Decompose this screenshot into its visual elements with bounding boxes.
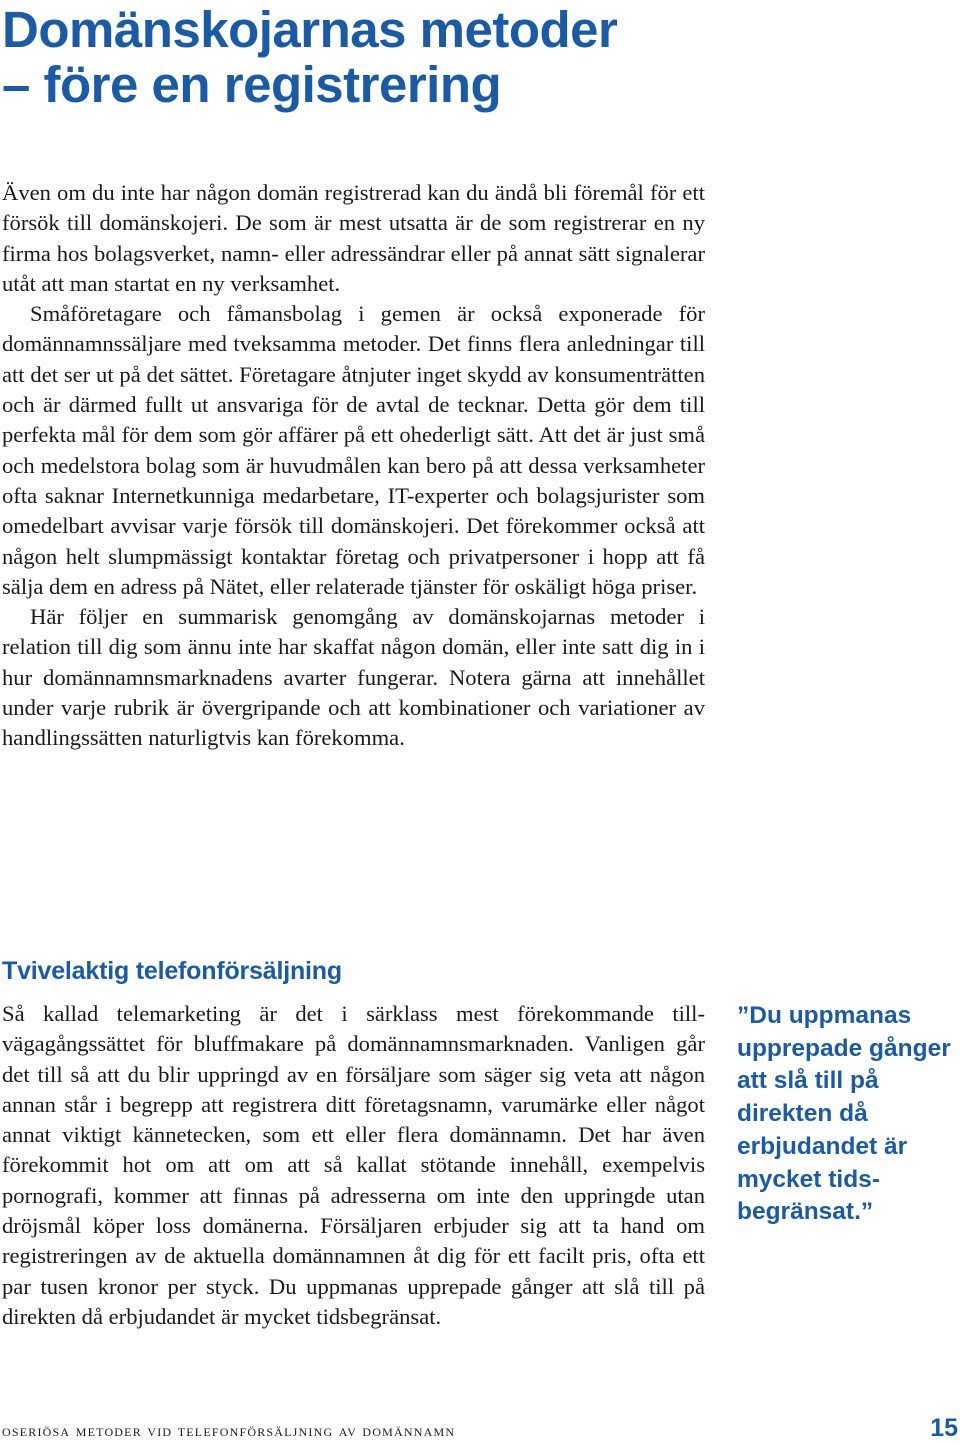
page-title (2, 2, 762, 112)
intro-paragraph-3: Här följer en summarisk genomgång av domänskojarnas metoder i relation till dig som ännu inte har skaffat någon domän, eller inte satt dig in i hur domännamnsmarknadens avarter fungerar. Notera gärna att innehållet under varje rubrik är övergripande och att kombinationer och variationer av handlingssätten naturligtvis kan förekomma. (2, 604, 705, 751)
title-line-2: – före en registrering (2, 56, 502, 113)
running-footer: oseriösa metoder vid telefonförsäljning av domännamn (2, 1421, 456, 1440)
intro-text (2, 178, 705, 754)
intro-paragraph-2: Småföretagare och fåmansbolag i gemen är också exponerade för domännamnssäljare med tveksamma metoder. Det finns flera anledningar till att det ser ut på det sättet. Företagare åtnjuter inget skydd av konsumenträtten och är därmed fullt ut ansvariga för de avtal de tecknar. Detta gör dem till perfekta mål för dem som gör affärer på ett ohederligt sätt. Att det är just små och medelstora bolag som är huvudmålen kan bero på att dessa verksamheter ofta saknar Internetkunniga medarbetare, IT-experter och bolagsjurister som omedelbart avvisar varje försök till domänskojeri. Det förekommer också att någon helt slumpmässigt kontaktar företag och privatpersoner i hopp att få sälja dem en adress på Nätet, eller relaterade tjänster för oskäligt höga priser. (2, 301, 705, 599)
pull-quote: ”Du uppmanas upprepade gånger att slå till på direkten då erbjudandet är mycket tidsbegränsat.” (737, 1002, 951, 1226)
intro-paragraph-1: Även om du inte har någon domän registrerad kan du ändå bli föremål för ett försök till domänskojeri. De som är mest utsatta är de som registrerar en ny firma hos bolagsverket, namn- eller adressändrar eller på annat sätt signalerar utåt att man startat en ny verksamhet. (2, 180, 705, 296)
page-number: 15 (930, 1414, 958, 1442)
title-line-1: Domänskojarnas metoder (2, 1, 618, 58)
section-heading: Tvivelaktig telefonförsäljning (2, 957, 342, 985)
section-paragraph: Så kallad telemarketing är det i särklass mest förekommande tillvägagångssättet för bluffmakare på domännamnsmarknaden. Vanligen går det till så att du blir uppringd av en försäljare som säger sig veta att någon annan står i begrepp att registrera ditt företagsnamn, varumärke eller något annat viktigt kännetecken, som ett eller flera domännamn. Det har även förekommit hot om att om att så kallat stötande innehåll, exempelvis pornografi, kommer att finnas på adresserna om inte den uppringde utan dröjsmål köper loss domänerna. Försäljaren erbjuder sig att ta hand om registreringen av de aktuella domännamnen åt dig för ett facilt pris, ofta ett par tusen kronor per styck. Du uppmanas upprepade gånger att slå till på direkten då erbjudandet är mycket tidsbegränsat. (2, 1001, 705, 1329)
section-text (2, 999, 705, 1332)
